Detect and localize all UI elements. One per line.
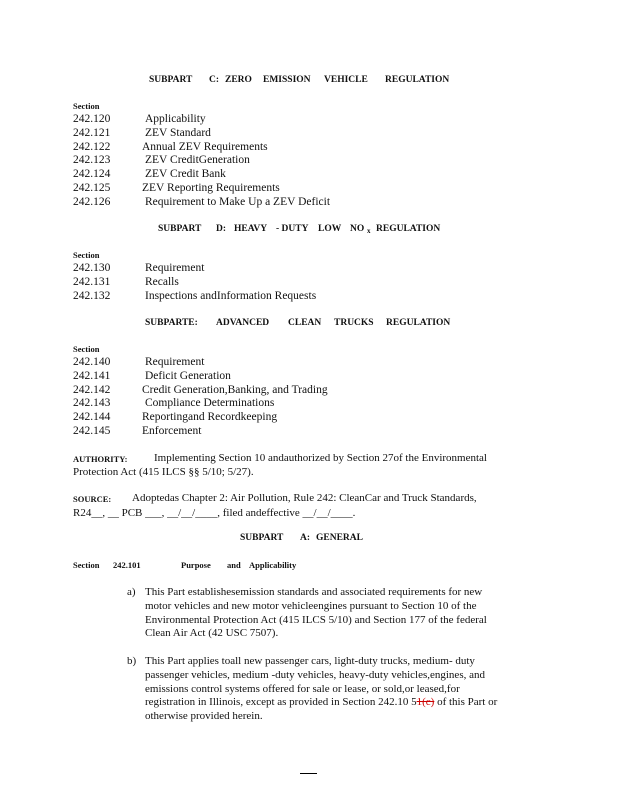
subpart-e-heading xyxy=(0,318,618,330)
authority-label: AUTHORITY: xyxy=(73,454,128,464)
subpart-e-word: REGULATION xyxy=(386,318,451,328)
toc-row xyxy=(0,127,618,141)
toc-number: 242.120 xyxy=(73,113,111,125)
toc-row xyxy=(0,154,618,168)
subpart-d-heading xyxy=(0,224,618,236)
toc-number: 242.143 xyxy=(73,397,111,409)
section-101-heading xyxy=(0,560,618,572)
subpart-d-word: REGULATION xyxy=(376,224,441,234)
section-101-title-word: and xyxy=(227,560,241,570)
toc-title: Compliance Determinations xyxy=(145,397,275,409)
toc-title: Recalls xyxy=(145,276,179,288)
source-label: SOURCE: xyxy=(73,494,112,504)
source-line: Adoptedas Chapter 2: Air Pollution, Rule 242: CleanCar and Truck Standards, xyxy=(132,492,477,504)
toc-row xyxy=(0,196,618,210)
toc-row xyxy=(0,411,618,425)
subpart-a-heading xyxy=(0,533,618,545)
subpart-c-word: EMISSION xyxy=(263,75,311,85)
toc-row xyxy=(0,168,618,182)
paragraph-b-line: passenger vehicles, medium -duty vehicles, heavy-duty vehicles,engines, and xyxy=(145,668,485,681)
toc-number: 242.126 xyxy=(73,196,111,208)
toc-number: 242.140 xyxy=(73,356,111,368)
toc-row xyxy=(0,397,618,411)
toc-number: 242.123 xyxy=(73,154,111,166)
section-label: Section xyxy=(73,344,100,354)
toc-row xyxy=(0,356,618,370)
toc-row xyxy=(0,141,618,155)
paragraph-b-line: otherwise provided herein. xyxy=(145,710,263,723)
paragraph-a-line: Clean Air Act (42 USC 7507). xyxy=(145,627,279,640)
authority-line: Protection Act (415 ILCS §§ 5/10; 5/27). xyxy=(73,466,254,478)
toc-row xyxy=(0,384,618,398)
paragraph-a-line: motor vehicles and new motor vehicleengines pursuant to Section 10 of the xyxy=(145,599,477,612)
subpart-c-word: REGULATION xyxy=(385,75,450,85)
paragraph-b-line-tail: of this Part or xyxy=(437,696,498,709)
toc-row xyxy=(0,370,618,384)
paragraph-a-marker: a) xyxy=(127,586,136,598)
toc-title: Applicability xyxy=(145,113,206,125)
toc-number: 242.145 xyxy=(73,425,111,437)
section-label: Section xyxy=(73,250,100,260)
section-101-title-word: Purpose xyxy=(181,560,211,570)
section-101-number: 242.101 xyxy=(113,560,141,570)
subpart-d-word: NO xyxy=(350,224,365,234)
toc-number: 242.142 xyxy=(73,384,111,396)
toc-row xyxy=(0,276,618,290)
toc-number: 242.125 xyxy=(73,182,111,194)
toc-number: 242.141 xyxy=(73,370,111,382)
paragraph-a-line: This Part establishesemission standards and associated requirements for new xyxy=(145,586,483,598)
paragraph-b-line: registration in Illinois, except as provided in Section 242.10 5 xyxy=(145,696,417,709)
toc-title: Requirement xyxy=(145,262,205,274)
toc-title: Credit Generation,Banking, and Trading xyxy=(142,384,328,396)
toc-row xyxy=(0,182,618,196)
toc-number: 242.132 xyxy=(73,290,111,302)
subpart-a-word: A: xyxy=(300,533,311,543)
paragraph-a-line: Environmental Protection Act (415 ILCS 5/10) and Section 177 of the federal xyxy=(145,613,487,626)
toc-title: Annual ZEV Requirements xyxy=(142,141,268,153)
paragraph-a xyxy=(145,586,487,641)
paragraph-b xyxy=(145,655,497,724)
subpart-a-word: GENERAL xyxy=(316,533,363,543)
toc-number: 242.124 xyxy=(73,168,111,180)
toc-title: ZEV Reporting Requirements xyxy=(142,182,280,194)
page-number-rule xyxy=(300,773,317,774)
subpart-a-word: SUBPART xyxy=(240,533,284,543)
toc-title: Inspections andInformation Requests xyxy=(145,290,317,302)
subpart-e-word: TRUCKS xyxy=(334,318,374,328)
toc-title: ZEV CreditGeneration xyxy=(145,154,250,166)
source-line: R24__, __ PCB ___, __/__/____, filed andeffective __/__/____. xyxy=(73,507,356,519)
toc-title: Requirement xyxy=(145,356,205,368)
subpart-c-word: VEHICLE xyxy=(324,75,368,85)
toc-title: Enforcement xyxy=(142,425,202,437)
subpart-e-word: CLEAN xyxy=(288,318,322,328)
paragraph-b-line: This Part applies toall new passenger cars, light-duty trucks, medium- duty xyxy=(145,655,475,667)
toc-row xyxy=(0,113,618,127)
struck-reference: 1(c) xyxy=(416,696,435,709)
subpart-c-word: ZERO xyxy=(225,75,252,85)
paragraph-b-line-with-strike xyxy=(145,696,497,710)
paragraph-b-marker: b) xyxy=(127,655,137,667)
subpart-c-heading xyxy=(0,75,618,87)
subpart-e-word: ADVANCED xyxy=(216,318,270,328)
toc-title: Requirement to Make Up a ZEV Deficit xyxy=(145,196,331,208)
toc-number: 242.122 xyxy=(73,141,111,153)
toc-title: ZEV Standard xyxy=(145,127,211,139)
authority-line: Implementing Section 10 andauthorized by Section 27of the Environmental xyxy=(154,452,487,464)
subpart-d-word: HEAVY xyxy=(234,224,268,234)
section-101-label: Section xyxy=(73,560,100,570)
toc-number: 242.130 xyxy=(73,262,111,274)
subpart-d-word: - DUTY xyxy=(276,224,309,234)
subpart-d-word: LOW xyxy=(318,224,342,234)
section-label: Section xyxy=(73,101,100,111)
subpart-d-subscript: x xyxy=(367,227,371,235)
subpart-e-word: SUBPARTE: xyxy=(145,318,198,328)
section-101-title-word: Applicability xyxy=(249,560,297,570)
toc-title: Reportingand Recordkeeping xyxy=(142,411,278,423)
subpart-c-word: SUBPART xyxy=(149,75,193,85)
toc-number: 242.144 xyxy=(73,411,111,423)
paragraph-b-line: emissions control systems offered for sale or lease, or sold,or leased,for xyxy=(145,682,460,695)
toc-row xyxy=(0,290,618,304)
toc-title: ZEV Credit Bank xyxy=(145,168,226,180)
toc-row xyxy=(0,425,618,439)
toc-row xyxy=(0,262,618,276)
subpart-d-word: SUBPART xyxy=(158,224,202,234)
toc-number: 242.121 xyxy=(73,127,111,139)
subpart-c-word: C: xyxy=(209,75,220,85)
toc-number: 242.131 xyxy=(73,276,111,288)
subpart-d-word: D: xyxy=(216,224,227,234)
toc-title: Deficit Generation xyxy=(145,370,231,382)
